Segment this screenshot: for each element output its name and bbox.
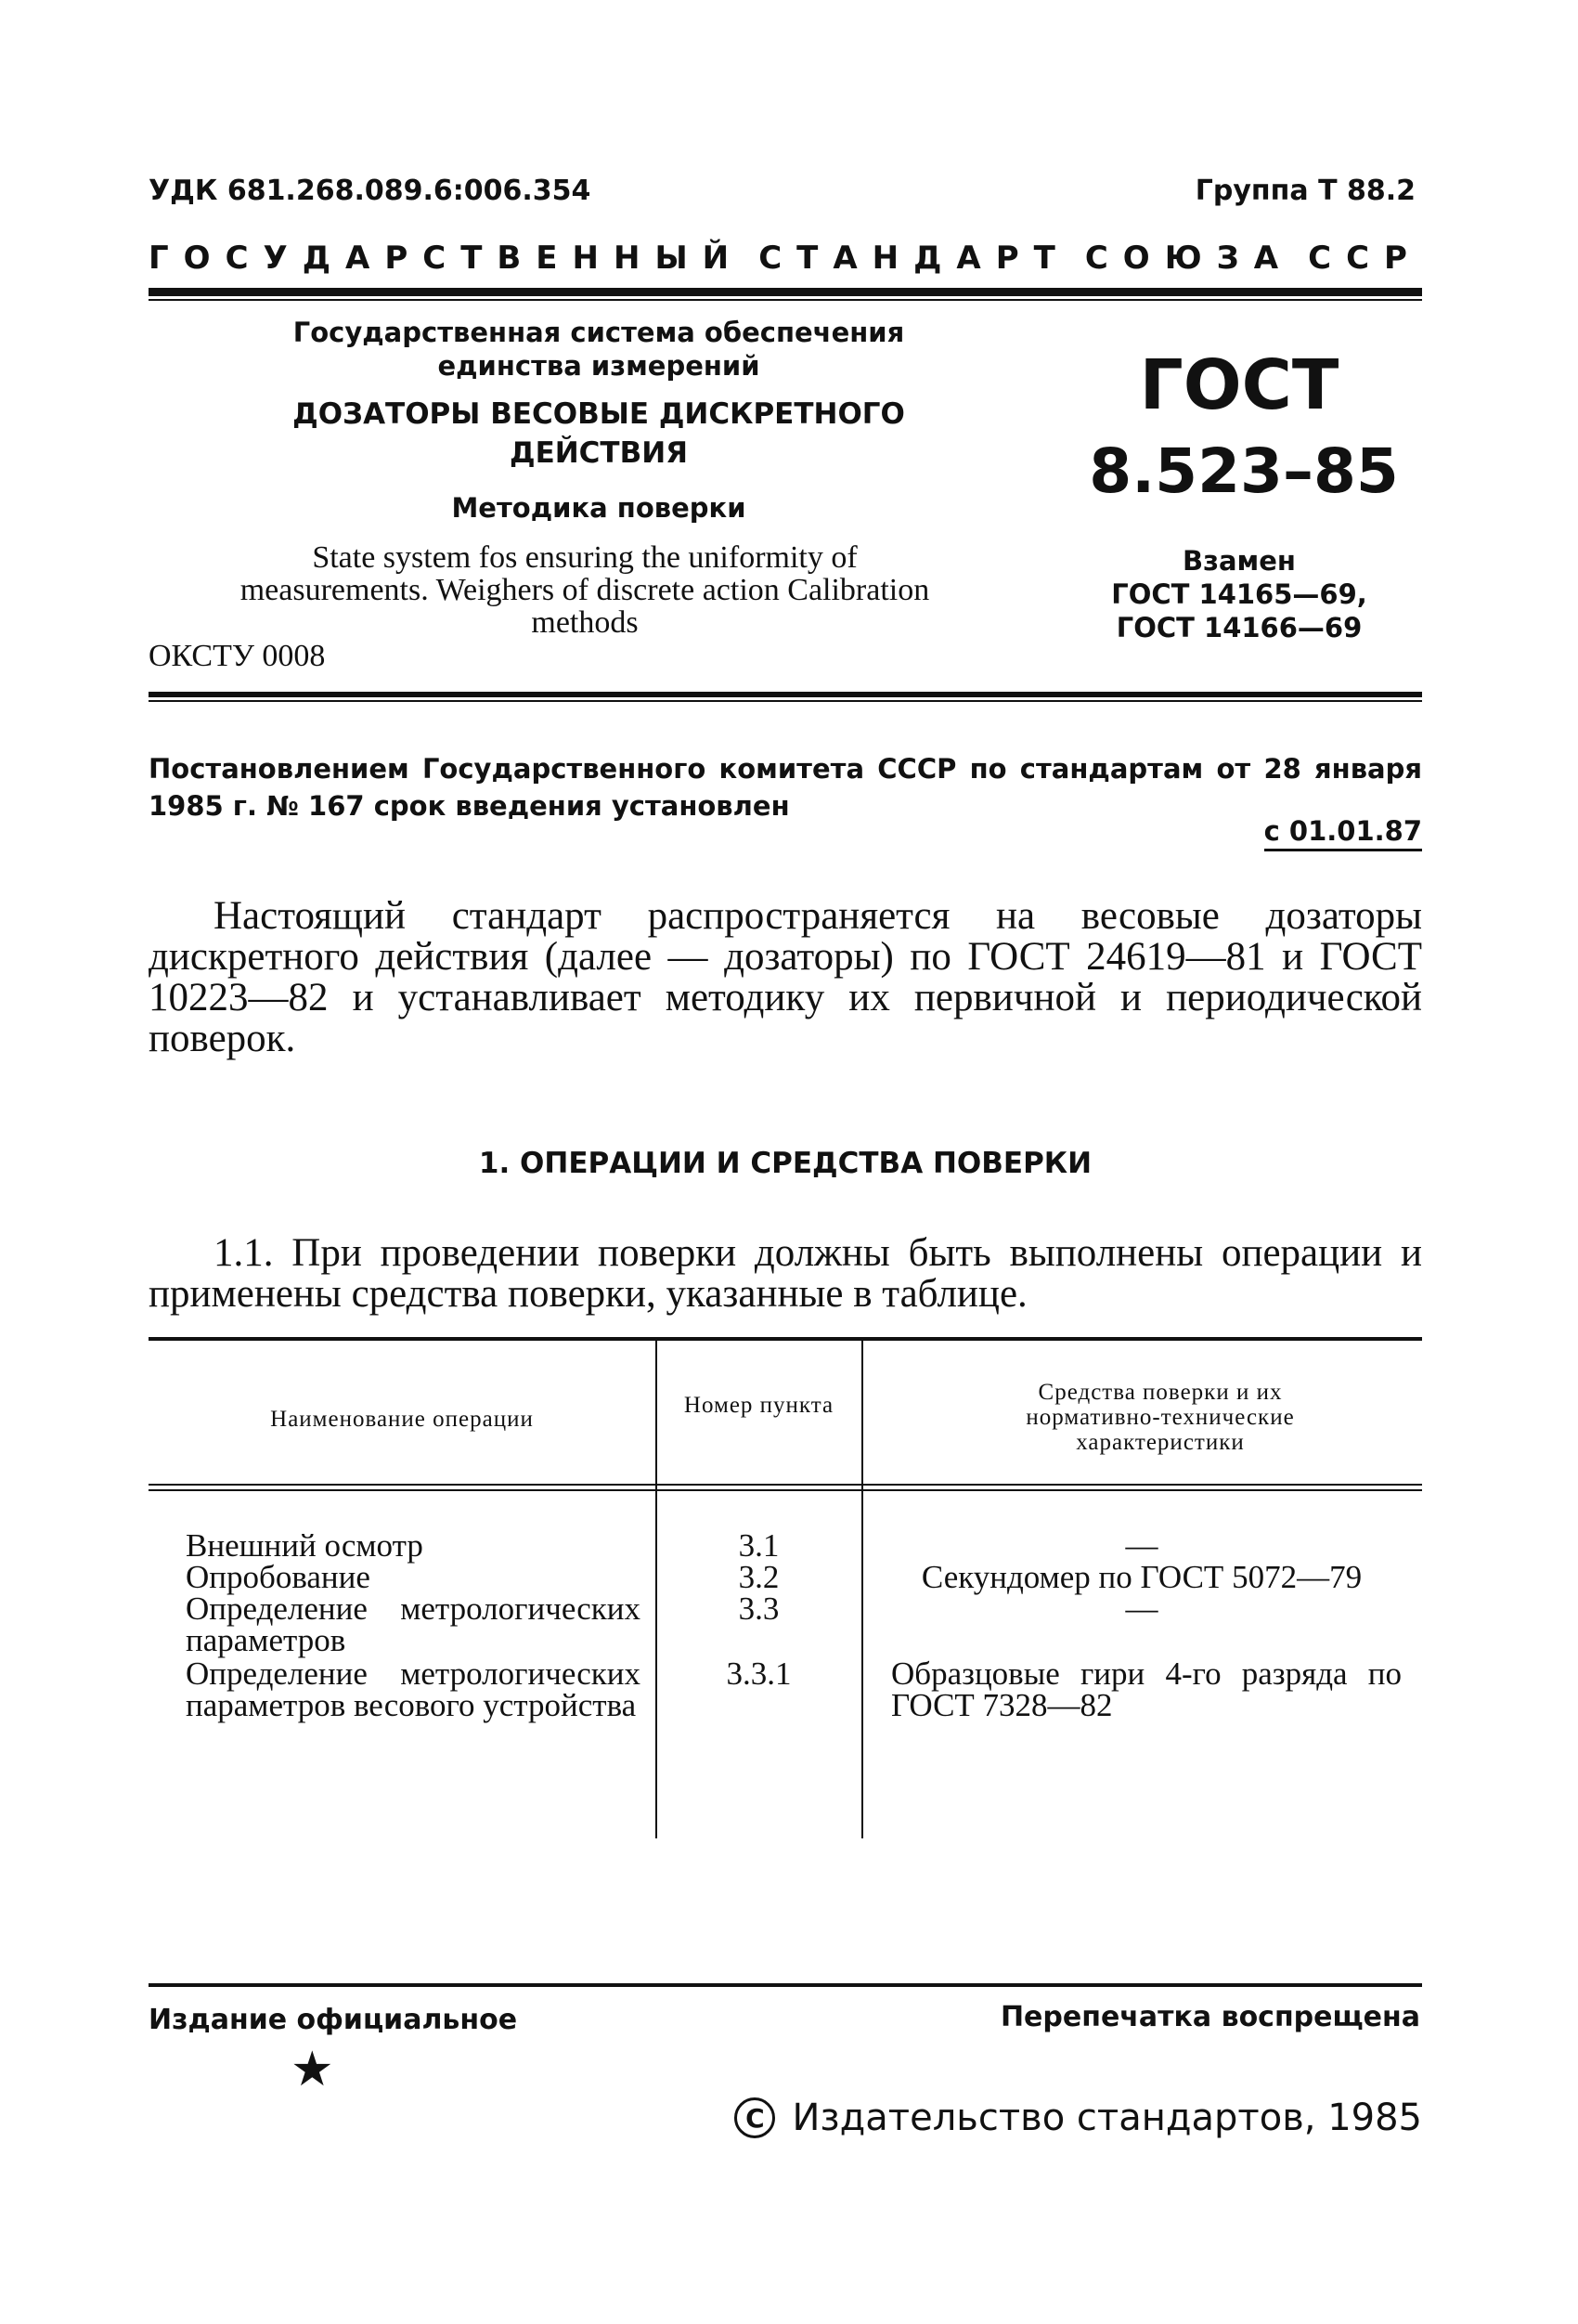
verification-tools: Секундомер по ГОСТ 5072—79 (921, 1559, 1363, 1595)
section-title: 1. ОПЕРАЦИИ И СРЕДСТВА ПОВЕРКИ (478, 1147, 1093, 1180)
replaces-standard: ГОСТ 14166—69 (1116, 612, 1363, 643)
udk-code: УДК 681.268.089.6:006.354 (149, 175, 591, 207)
clause-1-1: 1.1. При проведении поверки должны быть выполнены операции и применены средства поверки, указанные в таблице. (149, 1231, 1422, 1316)
gost-label: ГОСТ (1139, 345, 1339, 425)
english-title: State system fos ensuring the uniformity of measurements. Weighers of discrete action Calibration methods (239, 540, 930, 640)
title-block-thick-rule (149, 692, 1422, 697)
header-verification-tools: Средства поверки и их нормативно-технические характеристики (1026, 1380, 1295, 1455)
table-header-rule (149, 1484, 1422, 1486)
state-standard-word: СТАНДАРТ (758, 240, 1070, 277)
operation-name: Опробование (186, 1559, 370, 1595)
operation-name: Внешний осмотр (186, 1527, 423, 1564)
star-icon: ★ (291, 2044, 334, 2097)
reprint-prohibited: Перепечатка воспрещена (1000, 2001, 1420, 2033)
okstu-code: ОКСТУ 0008 (149, 639, 326, 673)
table-top-rule (149, 1337, 1422, 1341)
operations-table (149, 1337, 1422, 1838)
table-column-divider (655, 1337, 657, 1838)
state-standard-word: ГОСУДАРСТВЕННЫЙ (149, 240, 744, 277)
table-column-divider (861, 1337, 863, 1838)
verification-tools: — (1125, 1590, 1158, 1627)
header-operation-name: Наименование операции (270, 1407, 534, 1432)
item-number: 3.1 (738, 1527, 780, 1564)
gost-number: 8.523–85 (1089, 435, 1399, 507)
replaces-label: Взамен (1183, 545, 1296, 577)
publisher-text: Издательство стандартов, 1985 (792, 2097, 1422, 2139)
product-title: ДОЗАТОРЫ ВЕСОВЫЕ ДИСКРЕТНОГО ДЕЙСТВИЯ (292, 397, 905, 470)
header-item-number: Номер пункта (683, 1393, 834, 1418)
operation-name: Определение метрологических параметров весового устройства (186, 1655, 640, 1723)
header-thin-rule (149, 299, 1422, 301)
official-edition: Издание официальное (149, 2004, 518, 2036)
method-subtitle: Методика поверки (451, 492, 746, 524)
effective-date: с 01.01.87 (1264, 815, 1422, 851)
replaces-block (1077, 544, 1402, 644)
intro-paragraph: Настоящий стандарт распространяется на весовые дозаторы дискретного действия (далее — дозаторы) по ГОСТ 24619—81 и ГОСТ 10223—82 и устанавливает методику их первичной и периодической поверок. (149, 894, 1422, 1060)
verification-tools: — (1125, 1527, 1158, 1564)
copyright-icon: C (734, 2097, 775, 2138)
state-standard-word: СОЮЗА (1084, 240, 1294, 277)
item-number: 3.3.1 (726, 1655, 792, 1692)
state-standard-word: ССР (1308, 240, 1422, 277)
verification-tools: Образцовые гири 4-го разряда по ГОСТ 7328—82 (891, 1655, 1402, 1723)
item-number: 3.2 (738, 1559, 780, 1595)
replaces-standard: ГОСТ 14165—69, (1111, 578, 1367, 610)
group-code: Группа Т 88.2 (1195, 175, 1416, 207)
table-header-rule (149, 1489, 1422, 1491)
state-standard-heading (149, 240, 1422, 277)
copyright-line (734, 2097, 1422, 2139)
decree-text: Постановлением Государственного комитета СССР по стандартам от 28 января 1985 г. № 167 срок введения установлен (149, 753, 1422, 822)
title-block-thin-rule (149, 700, 1422, 702)
header-thick-rule (149, 288, 1422, 296)
item-number: 3.3 (738, 1590, 780, 1627)
operation-name: Определение метрологических параметров (186, 1590, 640, 1658)
system-title: Государственная система обеспечения единства измерений (292, 317, 905, 382)
footer-rule (149, 1983, 1422, 1987)
